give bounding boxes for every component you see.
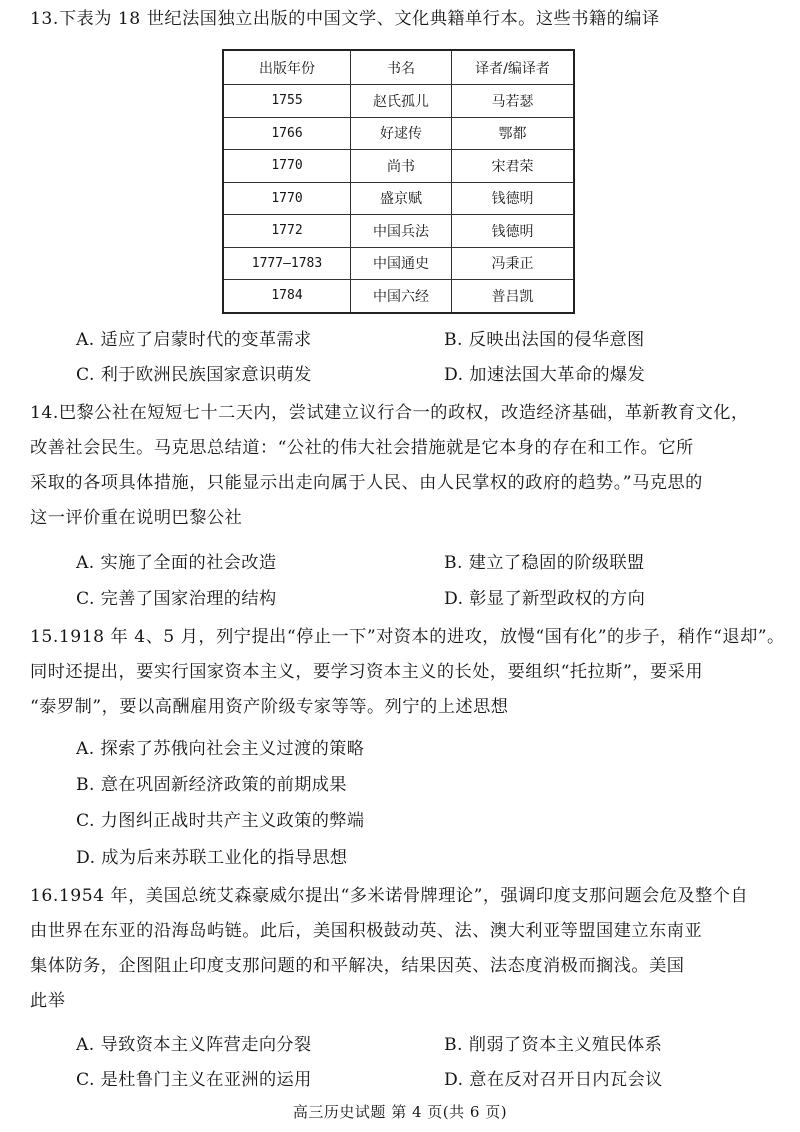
books-table	[222, 49, 575, 314]
cell-title: 好逑传	[351, 117, 452, 150]
stem-line: 13.下表为 18 世纪法国独立出版的中国文学、文化典籍单行本。这些书籍的编译	[30, 9, 660, 29]
table-row	[223, 247, 574, 280]
stem-line: “泰罗制”，要以高酬雇用资产阶级专家等等。列宁的上述思想	[30, 697, 509, 717]
q14-option-c[interactable]: C. 完善了国家治理的结构	[76, 589, 277, 609]
cell-title: 中国六经	[351, 280, 452, 313]
cell-title: 赵氏孤儿	[351, 85, 452, 118]
cell-translator: 普吕凯	[452, 280, 575, 313]
q14-option-b[interactable]: B. 建立了稳固的阶级联盟	[444, 553, 645, 573]
question-14-stem	[30, 402, 782, 529]
question-14	[30, 402, 782, 529]
q16-option-c[interactable]: C. 是杜鲁门主义在亚洲的运用	[76, 1070, 312, 1090]
cell-translator: 宋君荣	[452, 150, 575, 183]
stem-line: 集体防务，企图阻止印度支那问题的和平解决，结果因英、法态度消极而搁浅。美国	[30, 956, 685, 976]
cell-translator: 马若瑟	[452, 85, 575, 118]
q15-option-b[interactable]: B. 意在巩固新经济政策的前期成果	[76, 775, 347, 795]
cell-year: 1766	[223, 117, 351, 150]
table-row	[223, 85, 574, 118]
stem-line: 16.1954 年，美国总统艾森豪威尔提出“多米诺骨牌理论”，强调印度支那问题会危及整个自	[30, 886, 749, 906]
cell-year: 1770	[223, 182, 351, 215]
cell-title: 盛京赋	[351, 182, 452, 215]
stem-line: 改善社会民生。马克思总结道：“公社的伟大社会措施就是它本身的存在和工作。它所	[30, 438, 694, 458]
cell-translator: 钱德明	[452, 215, 575, 248]
question-15-stem	[30, 626, 785, 718]
q13-option-b[interactable]: B. 反映出法国的侵华意图	[444, 330, 645, 350]
q16-option-a[interactable]: A. 导致资本主义阵营走向分裂	[76, 1035, 312, 1055]
cell-year: 1784	[223, 280, 351, 313]
stem-line: 这一评价重在说明巴黎公社	[30, 508, 243, 528]
cell-translator: 钱德明	[452, 182, 575, 215]
q13-option-a[interactable]: A. 适应了启蒙时代的变革需求	[76, 330, 312, 350]
q14-option-a[interactable]: A. 实施了全面的社会改造	[76, 553, 277, 573]
table-row	[223, 215, 574, 248]
stem-line: 15.1918 年 4、5 月，列宁提出“停止一下”对资本的进攻，放慢“国有化”的步子，稍作“退却”。	[30, 627, 785, 647]
cell-translator: 冯秉正	[452, 247, 575, 280]
q15-option-d[interactable]: D. 成为后来苏联工业化的指导思想	[76, 848, 348, 868]
stem-line: 14.巴黎公社在短短七十二天内，尝试建立议行合一的政权，改造经济基础，革新教育文化，	[30, 403, 749, 423]
header-title: 书名	[351, 50, 452, 85]
q13-option-c[interactable]: C. 利于欧洲民族国家意识萌发	[76, 365, 312, 385]
table-row	[223, 150, 574, 183]
cell-title: 尚书	[351, 150, 452, 183]
q13-option-d[interactable]: D. 加速法国大革命的爆发	[444, 365, 646, 385]
q16-option-b[interactable]: B. 削弱了资本主义殖民体系	[444, 1035, 663, 1055]
stem-line: 采取的各项具体措施，只能显示出走向属于人民、由人民掌权的政府的趋势。”马克思的	[30, 473, 703, 493]
question-13	[30, 8, 782, 30]
table-row	[223, 117, 574, 150]
q15-option-a[interactable]: A. 探索了苏俄向社会主义过渡的策略	[76, 739, 365, 759]
q16-option-d[interactable]: D. 意在反对召开日内瓦会议	[444, 1070, 663, 1090]
cell-title: 中国兵法	[351, 215, 452, 248]
cell-year: 1770	[223, 150, 351, 183]
header-translator: 译者/编译者	[452, 50, 575, 85]
stem-line: 由世界在东亚的沿海岛屿链。此后，美国积极鼓动英、法、澳大利亚等盟国建立东南亚	[30, 921, 703, 941]
table-row	[223, 280, 574, 313]
cell-year: 1772	[223, 215, 351, 248]
table-row	[223, 182, 574, 215]
cell-year: 1755	[223, 85, 351, 118]
question-16-stem	[30, 885, 782, 1012]
stem-line: 此举	[30, 991, 66, 1011]
q15-option-c[interactable]: C. 力图纠正战时共产主义政策的弊端	[76, 811, 365, 831]
cell-year: 1777—1783	[223, 247, 351, 280]
page-footer: 高三历史试题 第 4 页(共 6 页)	[292, 1103, 508, 1121]
question-15	[30, 626, 785, 718]
header-year: 出版年份	[223, 50, 351, 85]
question-16	[30, 885, 782, 1012]
stem-line: 同时还提出，要实行国家资本主义，要学习资本主义的长处，要组织“托拉斯”，要采用	[30, 662, 704, 682]
q14-option-d[interactable]: D. 彰显了新型政权的方向	[444, 589, 646, 609]
cell-title: 中国通史	[351, 247, 452, 280]
table-header-row	[223, 50, 574, 85]
cell-translator: 鄂都	[452, 117, 575, 150]
question-13-stem	[30, 8, 782, 30]
